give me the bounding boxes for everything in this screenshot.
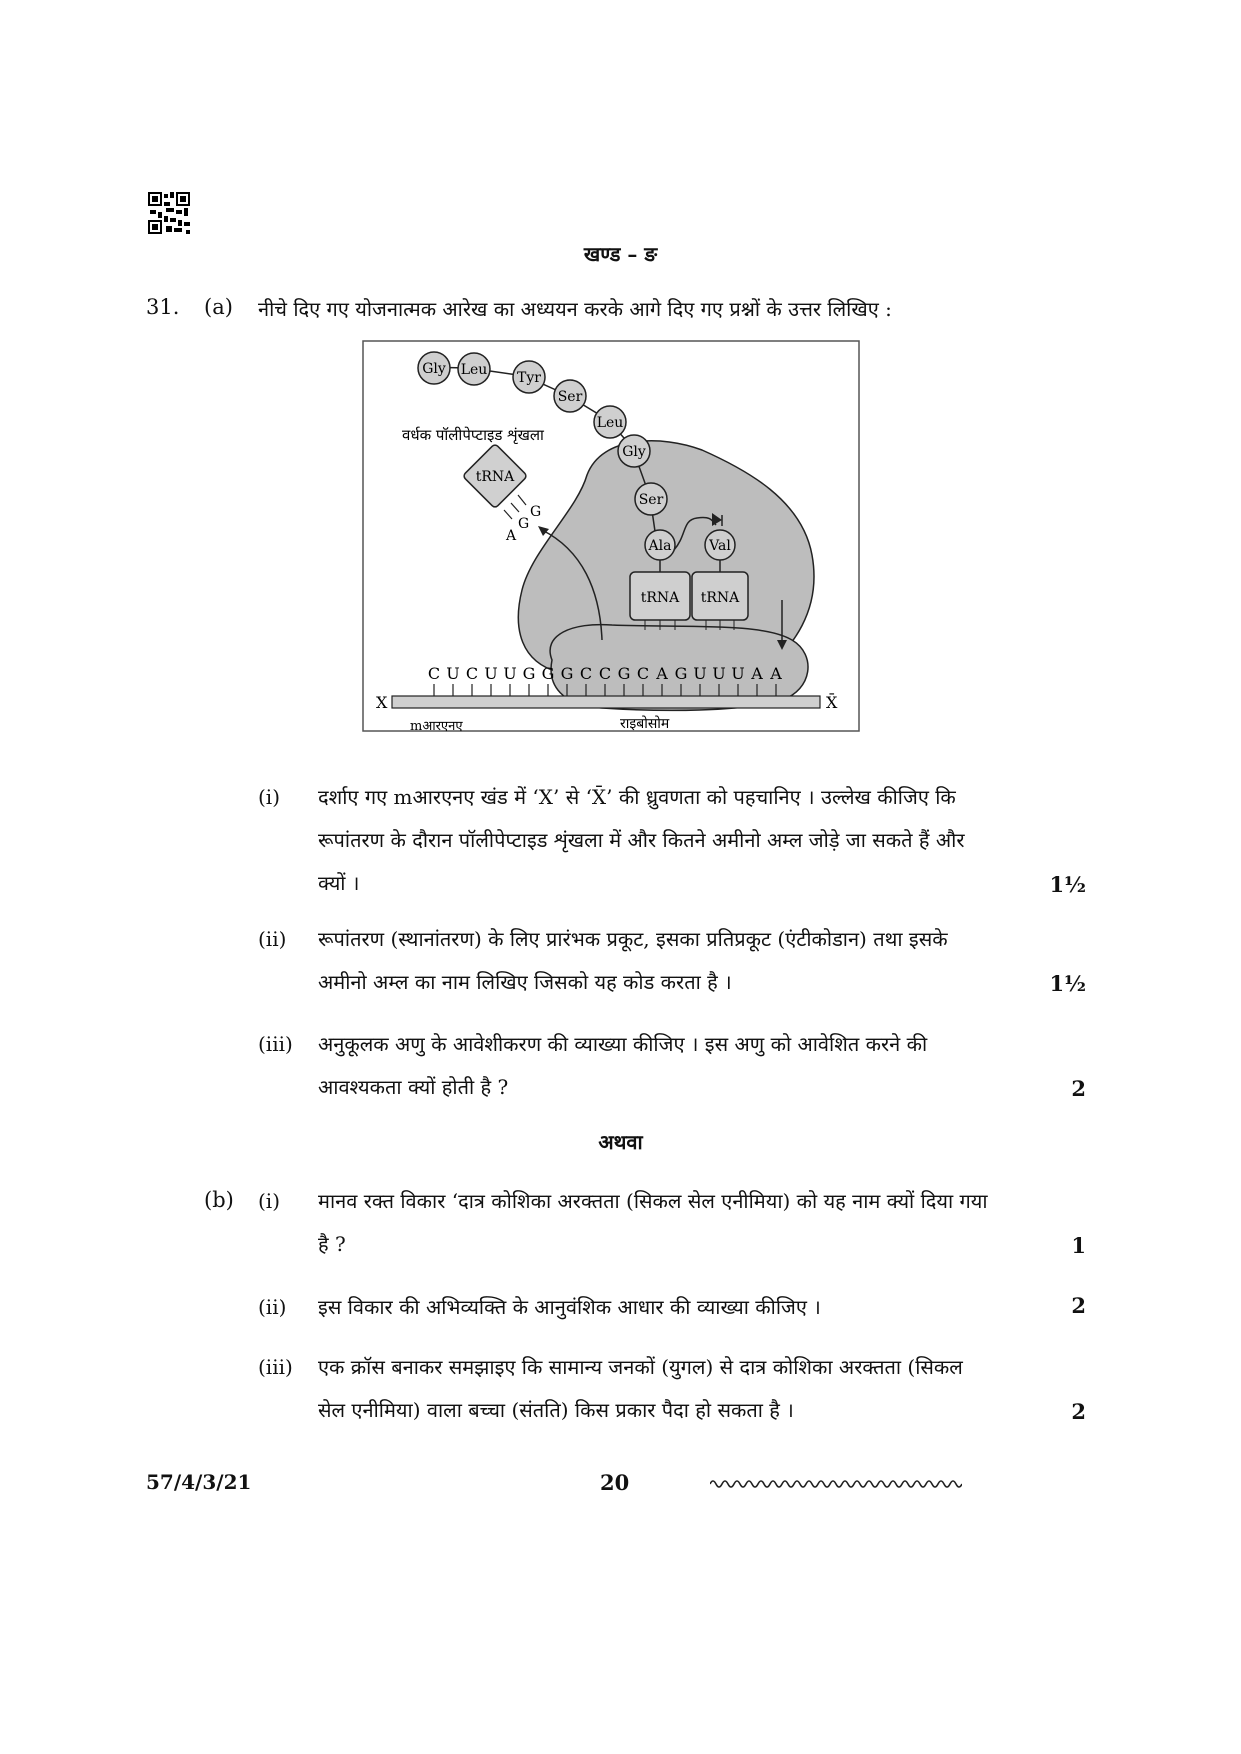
trna-label: tRNA [475,469,515,485]
question-stem: नीचे दिए गए योजनात्मक आरेख का अध्ययन करके आगे दिए गए प्रश्नों के उत्तर लिखिए : [258,297,892,321]
mrna-end-right: X̄ [826,693,838,712]
mrna-label: mआरएनए [410,719,463,732]
marks: 2 [1071,1076,1086,1101]
subquestion-line: रूपांतरण के दौरान पॉलीपेप्टाइड शृंखला में और कितने अमीनो अम्ल जोड़े जा सकते हैं और [318,828,965,852]
amino-acid-label: Leu [460,362,488,378]
subquestion-line: क्यों । [318,871,360,895]
mrna-base: A [656,664,668,683]
part-a-label: (a) [204,295,233,319]
subquestion-label: (ii) [258,927,287,951]
subquestion-line: इस विकार की अभिव्यक्ति के आनुवंशिक आधार की व्याख्या कीजिए । [318,1295,821,1319]
subquestion-label: (iii) [258,1032,293,1056]
mrna-end-left: X [376,693,388,712]
mrna-strand [392,696,820,708]
subquestion-a-iii [258,1023,1086,1113]
subquestion-label: (i) [258,1189,281,1213]
mrna-base: C [598,664,612,683]
qr-code-icon [148,192,190,234]
mrna-base: G [560,664,574,683]
amino-acid-label: Gly [622,444,646,460]
amino-acid-label: Leu [596,415,624,431]
subquestion-line: अनुकूलक अणु के आवेशीकरण की व्याख्या कीजिए । इस अणु को आवेशित करने की [318,1032,928,1056]
mrna-base: U [503,664,517,683]
marks: 1 [1071,1233,1086,1258]
mrna-base: C [465,664,479,683]
subquestion-a-ii [258,918,1086,1008]
subquestion-label: (iii) [258,1355,293,1379]
site-amino-val: Val [709,538,731,554]
anticodon-letter: G [530,504,542,520]
amino-acid-label: Ser [638,492,664,508]
part-b-label: (b) [204,1188,234,1212]
trna-label: tRNA [640,590,680,606]
subquestion-a-i [258,776,1086,906]
subquestion-line: दर्शाए गए mआरएनए खंड में ‘X’ से ‘X̄’ की ध्रुवणता को पहचानिए । उल्लेख कीजिए कि [318,785,956,809]
amino-acid-label: Gly [422,361,446,377]
subquestion-line: मानव रक्त विकार ‘दात्र कोशिका अरक्तता (सिकल सेल एनीमिया) को यह नाम क्यों दिया गया [318,1189,988,1213]
anticodon-letter: G [518,516,530,532]
subquestion-b-iii [258,1346,1086,1436]
question-number: 31. [146,295,180,319]
mrna-base: U [484,664,498,683]
page-number: 20 [600,1470,630,1495]
mrna-base: G [617,664,631,683]
subquestion-line: सेल एनीमिया) वाला बच्चा (संतति) किस प्रकार पैदा हो सकता है । [318,1398,794,1422]
ribosome-label: राइबोसोम [620,716,670,732]
marks: 1½ [1049,872,1086,897]
mrna-base: U [712,664,726,683]
subquestion-b-i [258,1180,1086,1270]
marks: 2 [1071,1399,1086,1424]
mrna-base: U [446,664,460,683]
site-amino-ala: Ala [648,538,672,554]
paper-code: 57/4/3/21 [146,1470,252,1494]
subquestion-line: एक क्रॉस बनाकर समझाइए कि सामान्य जनकों (युगल) से दात्र कोशिका अरक्तता (सिकल [318,1355,963,1379]
or-separator: अथवा [598,1130,643,1154]
marks: 1½ [1049,971,1086,996]
amino-acid-label: Ser [557,389,583,405]
anticodon-letter: A [506,528,517,544]
marks: 2 [1071,1293,1086,1318]
mrna-base: A [751,664,763,683]
section-title: खण्ड – ङ [583,242,658,266]
translation-diagram [362,340,860,732]
subquestion-b-ii [258,1286,1086,1331]
mrna-base: G [522,664,536,683]
mrna-base: U [731,664,745,683]
subquestion-label: (i) [258,785,281,809]
mrna-base: G [541,664,555,683]
mrna-base: C [427,664,441,683]
subquestion-label: (ii) [258,1295,287,1319]
subquestion-line: अमीनो अम्ल का नाम लिखिए जिसको यह कोड करता है । [318,970,732,994]
mrna-base: A [770,664,782,683]
wavy-line-decoration [710,1476,962,1492]
mrna-base: C [579,664,593,683]
trna-label: tRNA [700,590,740,606]
mrna-base: G [674,664,688,683]
subquestion-line: है ? [318,1232,346,1256]
amino-acid-label: Tyr [517,370,541,386]
chain-label: वर्धक पॉलीपेप्टाइड शृंखला [402,426,544,444]
subquestion-line: आवश्यकता क्यों होती है ? [318,1075,509,1099]
mrna-base: U [693,664,707,683]
mrna-base: C [636,664,650,683]
subquestion-line: रूपांतरण (स्थानांतरण) के लिए प्रारंभक प्रकूट, इसका प्रतिप्रकूट (एंटीकोडान) तथा इसके [318,927,948,951]
